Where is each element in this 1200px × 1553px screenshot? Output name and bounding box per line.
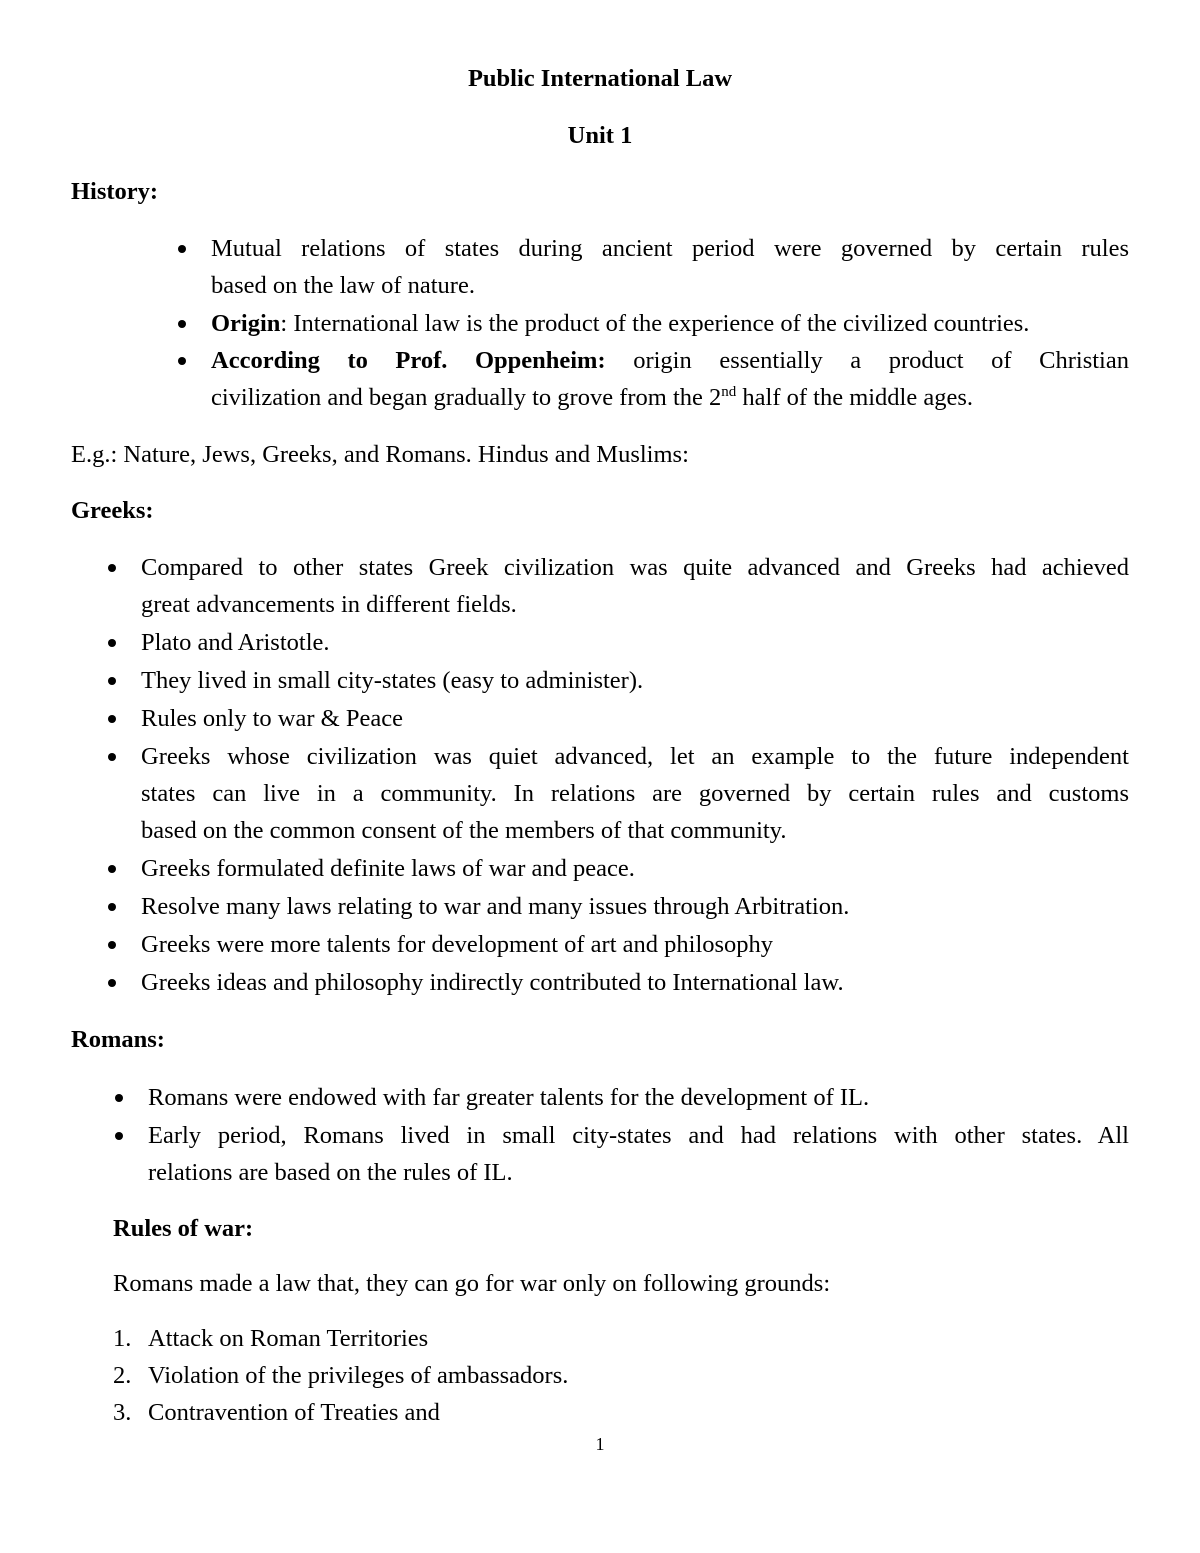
list-item-line: based on the law of nature. <box>211 272 475 299</box>
document-title: Public International Law <box>467 65 733 92</box>
list-number: 1. <box>113 1325 132 1352</box>
example-line: E.g.: Nature, Jews, Greeks, and Romans. Hindus and Muslims: <box>71 441 689 468</box>
list-item-text: Contravention of Treaties and <box>148 1399 440 1426</box>
bullet-icon <box>178 245 186 253</box>
list-item-line: They lived in small city-states (easy to administer). <box>141 667 644 694</box>
rules-intro: Romans made a law that, they can go for war only on following grounds: <box>113 1270 831 1297</box>
bullet-icon <box>108 715 116 723</box>
list-item-line: Early period, Romans lived in small city-states and had relations with other states. All <box>148 1122 1129 1149</box>
oppenheim-text: origin essentially a product of Christian <box>605 347 1129 374</box>
list-item-text: Attack on Roman Territories <box>148 1325 429 1352</box>
origin-text: : International law is the product of the experience of the civilized countries. <box>280 310 1030 337</box>
list-item-line <box>211 342 1129 379</box>
list-number: 2. <box>113 1362 132 1389</box>
bullet-icon <box>108 639 116 647</box>
list-item-line: states can live in a community. In relations are governed by certain rules and customs <box>141 780 1129 807</box>
oppenheim-line2-pre: civilization and began gradually to grove from the 2 <box>211 384 722 411</box>
bullet-icon <box>115 1094 123 1102</box>
origin-label: Origin <box>211 310 281 337</box>
romans-heading: Romans: <box>71 1026 165 1053</box>
list-item-line: Plato and Aristotle. <box>141 629 330 656</box>
list-number: 3. <box>113 1399 132 1426</box>
list-item-line: Greeks ideas and philosophy indirectly contributed to International law. <box>141 969 844 996</box>
list-item-line: Compared to other states Greek civilization was quite advanced and Greeks had achieved <box>141 554 1129 581</box>
list-item-line: Greeks formulated definite laws of war and peace. <box>141 855 635 882</box>
bullet-icon <box>108 979 116 987</box>
bullet-icon <box>115 1132 123 1140</box>
oppenheim-label: According to Prof. Oppenheim: <box>211 347 606 374</box>
bullet-icon <box>108 865 116 873</box>
rules-of-war-heading: Rules of war: <box>113 1215 254 1242</box>
list-item-line: Mutual relations of states during ancient period were governed by certain rules <box>211 235 1129 262</box>
list-item-line: Resolve many laws relating to war and many issues through Arbitration. <box>141 893 850 920</box>
bullet-icon <box>178 320 186 328</box>
bullet-icon <box>108 677 116 685</box>
ordinal-superscript: nd <box>721 384 737 400</box>
page-number: 1 <box>595 1434 605 1454</box>
bullet-icon <box>108 903 116 911</box>
list-item-line: Greeks were more talents for development of art and philosophy <box>141 931 774 958</box>
list-item-line: Greeks whose civilization was quiet advanced, let an example to the future independent <box>141 743 1129 770</box>
list-item-line: Romans were endowed with far greater talents for the development of IL. <box>148 1084 870 1111</box>
bullet-icon <box>108 564 116 572</box>
bullet-icon <box>178 357 186 365</box>
list-item-line: based on the common consent of the members of that community. <box>141 817 787 844</box>
list-item-text: Violation of the privileges of ambassadors. <box>148 1362 569 1389</box>
bullet-icon <box>108 753 116 761</box>
list-item-line <box>211 305 1029 342</box>
oppenheim-line2-post: half of the middle ages. <box>736 384 974 411</box>
history-heading: History: <box>71 178 159 205</box>
list-item-line <box>211 379 973 416</box>
greeks-heading: Greeks: <box>71 497 154 524</box>
list-item-line: great advancements in different fields. <box>141 591 517 618</box>
list-item-line: relations are based on the rules of IL. <box>148 1159 513 1186</box>
bullet-icon <box>108 941 116 949</box>
list-item-line: Rules only to war & Peace <box>141 705 403 732</box>
unit-heading: Unit 1 <box>567 122 633 149</box>
